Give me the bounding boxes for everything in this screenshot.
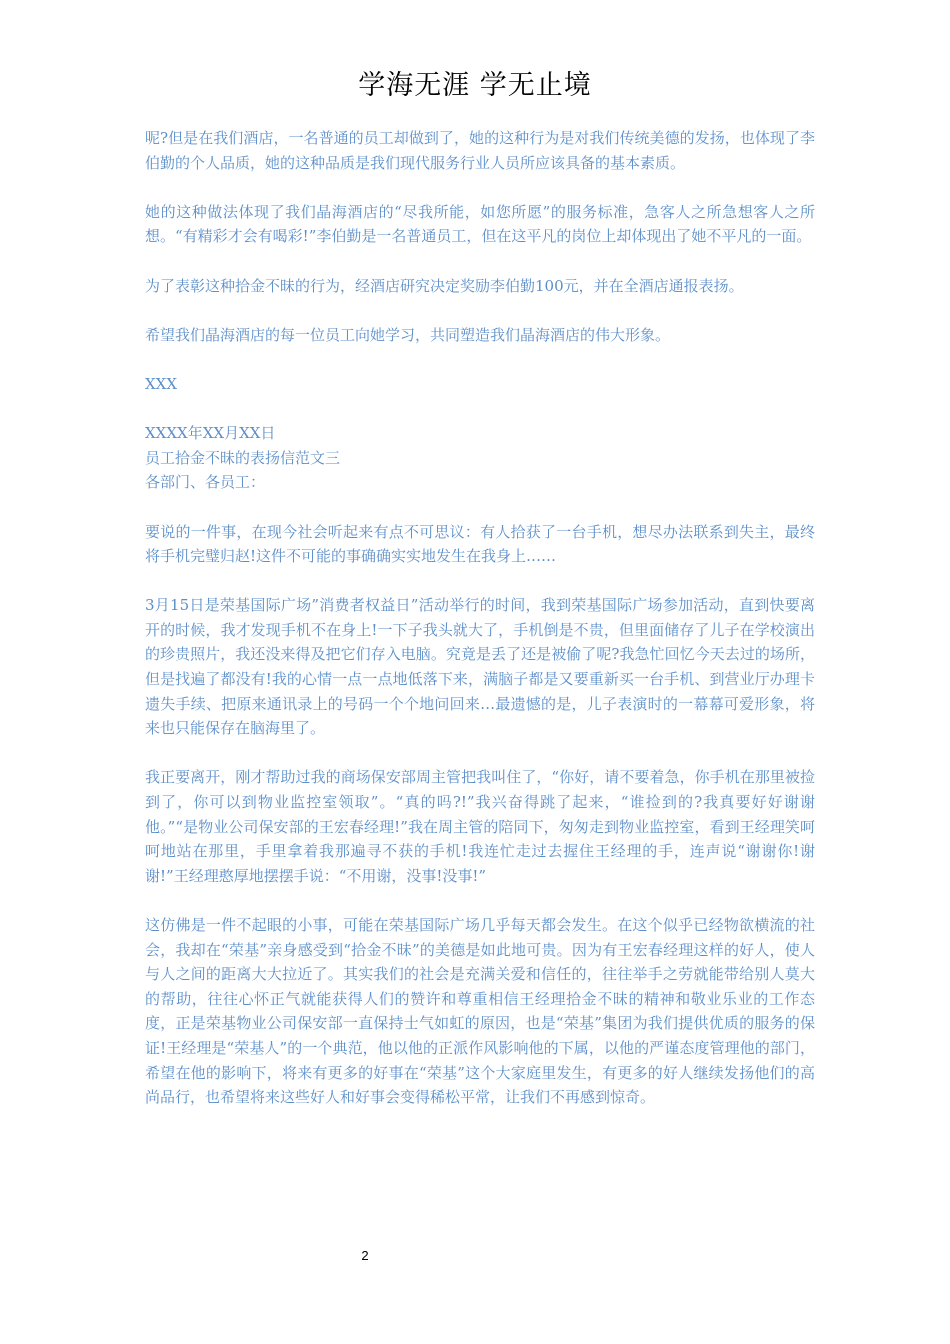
paragraph: 希望我们晶海酒店的每一位员工向她学习，共同塑造我们晶海酒店的伟大形象。	[145, 325, 671, 344]
signature-date: XXXX年XX月XX日	[145, 424, 276, 443]
paragraph: 3月15日是荣基国际广场”消费者权益日”活动举行的时间，我到荣基国际广场参加活动，直到快要离开的时候，我才发现手机不在身上!一下子我头就大了，手机倒是不贵，但里面储存了儿子在学校演出的珍贵照片，我还没来得及把它们存入电脑。究竟是丢了还是被偷了呢?我急忙回忆今天去过的场所，但是找遍了都没有!我的心情一点一点地低落下来，满脑子都是又要重新买一台手机、到营业厅办理卡遗失手续、把原来通讯录上的号码一个个地问回来…最遗憾的是，儿子表演时的一幕幕可爱形象，将来也只能保存在脑海里了。	[145, 596, 815, 738]
paragraph: 她的这种做法体现了我们晶海酒店的“尽我所能，如您所愿”的服务标准，急客人之所急想客人之所想。“有精彩才会有喝彩!”李伯勤是一名普通员工，但在这平凡的岗位上却体现出了她不平凡的一面。	[145, 202, 815, 246]
paragraph: 要说的一件事，在现今社会听起来有点不可思议：有人拾获了一台手机，想尽办法联系到失主，最终将手机完璧归赵!这件不可能的事确确实实地发生在我身上……	[145, 522, 815, 566]
signature-name: XXX	[145, 374, 178, 393]
paragraph: 为了表彰这种拾金不昧的行为，经酒店研究决定奖励李伯勤100元，并在全酒店通报表扬。	[145, 276, 744, 295]
paragraph: 这仿佛是一件不起眼的小事，可能在荣基国际广场几乎每天都会发生。在这个似乎已经物欲横流的社会，我却在“荣基”亲身感受到“拾金不昧”的美德是如此地可贵。因为有王宏春经理这样的好人，使人与人之间的距离大大拉近了。其实我们的社会是充满关爱和信任的，往往举手之劳就能带给别人莫大的帮助，往往心怀正气就能获得人们的赞许和尊重相信王经理拾金不昧的精神和敬业乐业的工作态度，正是荣基物业公司保安部一直保持士气如虹的原因，也是“荣基”集团为我们提供优质的服务的保证!王经理是“荣基人”的一个典范，他以他的正派作风影响他的下属，以他的严谨态度管理他的部门，希望在他的影响下，将来有更多的好事在“荣基”这个大家庭里发生，有更多的好人继续发扬他们的高尚品行，也希望将来这些好人和好事会变得稀松平常，让我们不再感到惊奇。	[145, 916, 815, 1107]
salutation: 各部门、各员工：	[145, 473, 266, 492]
header-title: 学海无涯 学无止境	[358, 70, 592, 101]
paragraph: 呢?但是在我们酒店，一名普通的员工却做到了，她的这种行为是对我们传统美德的发扬，也体现了李伯勤的个人品质，她的这种品质是我们现代服务行业人员所应该具备的基本素质。	[145, 129, 815, 172]
section-title: 员工拾金不昧的表扬信范文三	[145, 448, 341, 467]
page-number: 2	[361, 1248, 369, 1263]
paragraph: 我正要离开，刚才帮助过我的商场保安部周主管把我叫住了，“你好，请不要着急，你手机在那里被捡到了，你可以到物业监控室领取”。“真的吗?!”我兴奋得跳了起来，“谁捡到的?我真要好好谢谢他。”“是物业公司保安部的王宏春经理!”我在周主管的陪同下，匆匆走到物业监控室，看到王经理笑呵呵地站在那里，手里拿着我那遍寻不获的手机!我连忙走过去握住王经理的手，连声说“谢谢你!谢谢!”王经理憨厚地摆摆手说：“不用谢，没事!没事!”	[145, 768, 815, 885]
document-body	[145, 126, 815, 1110]
